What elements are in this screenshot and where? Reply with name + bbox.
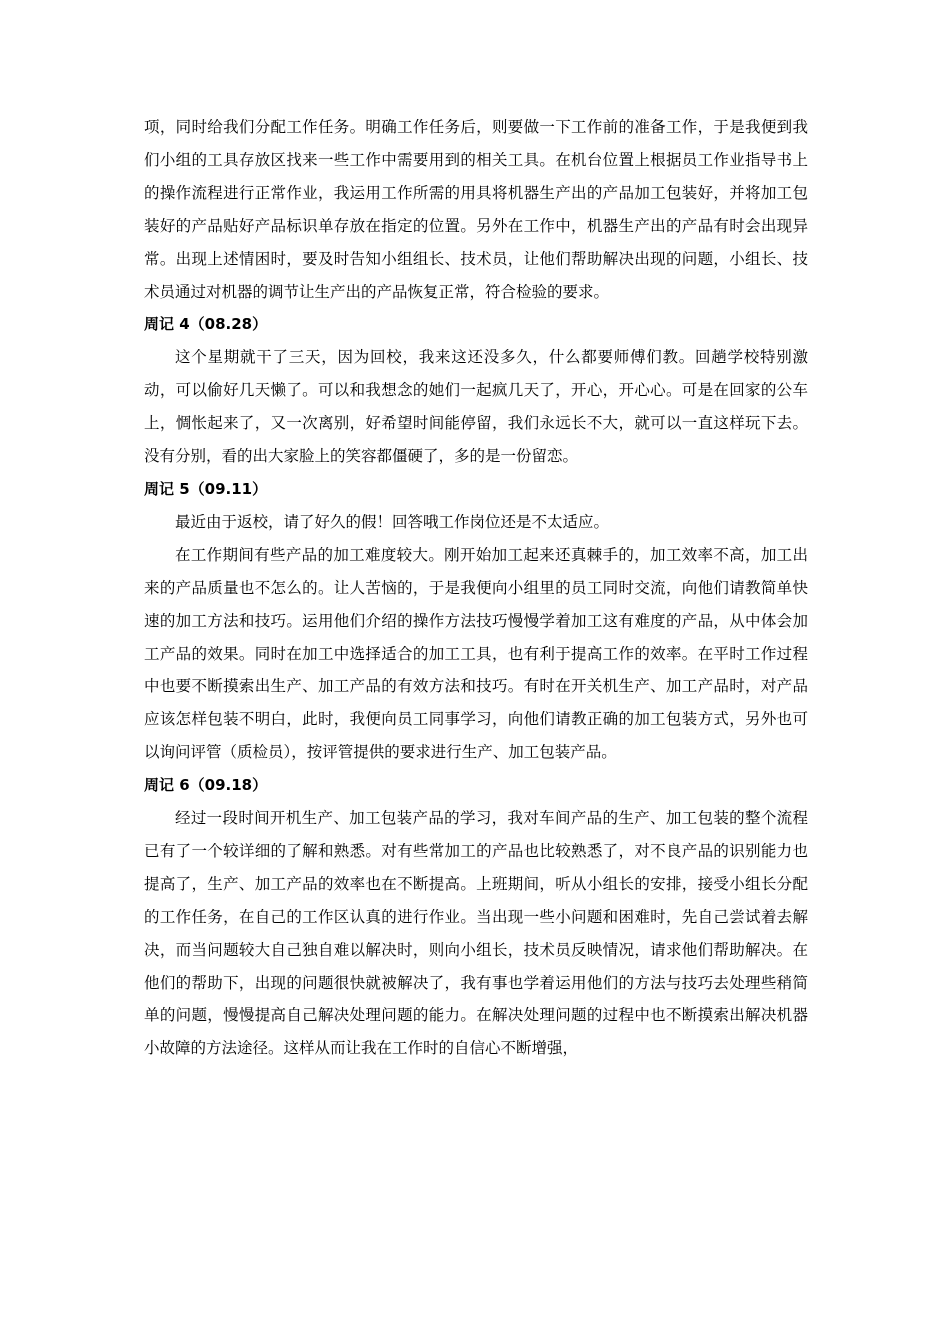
paragraph-weekly-note-5-intro: 最近由于返校，请了好久的假！回答哦工作岗位还是不太适应。 (175, 512, 610, 531)
document-body (144, 111, 808, 1065)
heading-weekly-note-4: 周记 4（08.28） (144, 315, 268, 334)
paragraph-work-tasks: 项，同时给我们分配工作任务。明确工作任务后，则要做一下工作前的准备工作，于是我便到我们小组的工具存放区找来一些工作中需要用到的相关工具。在机台位置上根据员工作业指导书上的操作流程进行正常作业，我运用工作所需的用具将机器生产出的产品加工包装好，并将加工包装好的产品贴好产品标识单存放在指定的位置。另外在工作中，机器生产出的产品有时会出现异常。出现上述情困时，要及时告知小组组长、技术员，让他们帮助解决出现的问题，小组长、技术员通过对机器的调节让生产出的产品恢复正常，符合检验的要求。 (144, 118, 808, 301)
heading-weekly-note-6: 周记 6（09.18） (144, 776, 268, 795)
paragraph-weekly-note-5-body: 在工作期间有些产品的加工难度较大。刚开始加工起来还真棘手的，加工效率不高，加工出来的产品质量也不怎么的。让人苦恼的，于是我便向小组里的员工同时交流，向他们请教简单快速的加工方法和技巧。运用他们介绍的操作方法技巧慢慢学着加工这有难度的产品，从中体会加工产品的效果。同时在加工中选择适合的加工工具，也有利于提高工作的效率。在平时工作过程中也要不断摸索出生产、加工产品的有效方法和技巧。有时在开关机生产、加工产品时，对产品应该怎样包装不明白，此时，我便向员工同事学习，向他们请教正确的加工包装方式，另外也可以询问评管（质检员），按评管提供的要求进行生产、加工包装产品。 (144, 545, 808, 762)
paragraph-weekly-note-6: 经过一段时间开机生产、加工包装产品的学习，我对车间产品的生产、加工包装的整个流程已有了一个较详细的了解和熟悉。对有些常加工的产品也比较熟悉了，对不良产品的识别能力也提高了，生产、加工产品的效率也在不断提高。上班期间，听从小组长的安排，接受小组长分配的工作任务，在自己的工作区认真的进行作业。当出现一些小问题和困难时，先自己尝试着去解决，而当问题较大自己独自难以解决时，则向小组长，技术员反映情况，请求他们帮助解决。在他们的帮助下，出现的问题很快就被解决了，我有事也学着运用他们的方法与技巧去处理些稍简单的问题，慢慢提高自己解决处理问题的能力。在解决处理问题的过程中也不断摸索出解决机器小故障的方法途径。这样从而让我在工作时的自信心不断增强， (144, 809, 808, 1058)
paragraph-weekly-note-4: 这个星期就干了三天，因为回校，我来这还没多久，什么都要师傅们教。回趟学校特别激动，可以偷好几天懒了。可以和我想念的她们一起疯几天了，开心，开心心。可是在回家的公车上，惆怅起来了，又一次离别，好希望时间能停留，我们永远长不大，就可以一直这样玩下去。没有分别，看的出大家脸上的笑容都僵硬了，多的是一份留恋。 (144, 348, 808, 466)
heading-weekly-note-5: 周记 5（09.11） (144, 479, 268, 498)
